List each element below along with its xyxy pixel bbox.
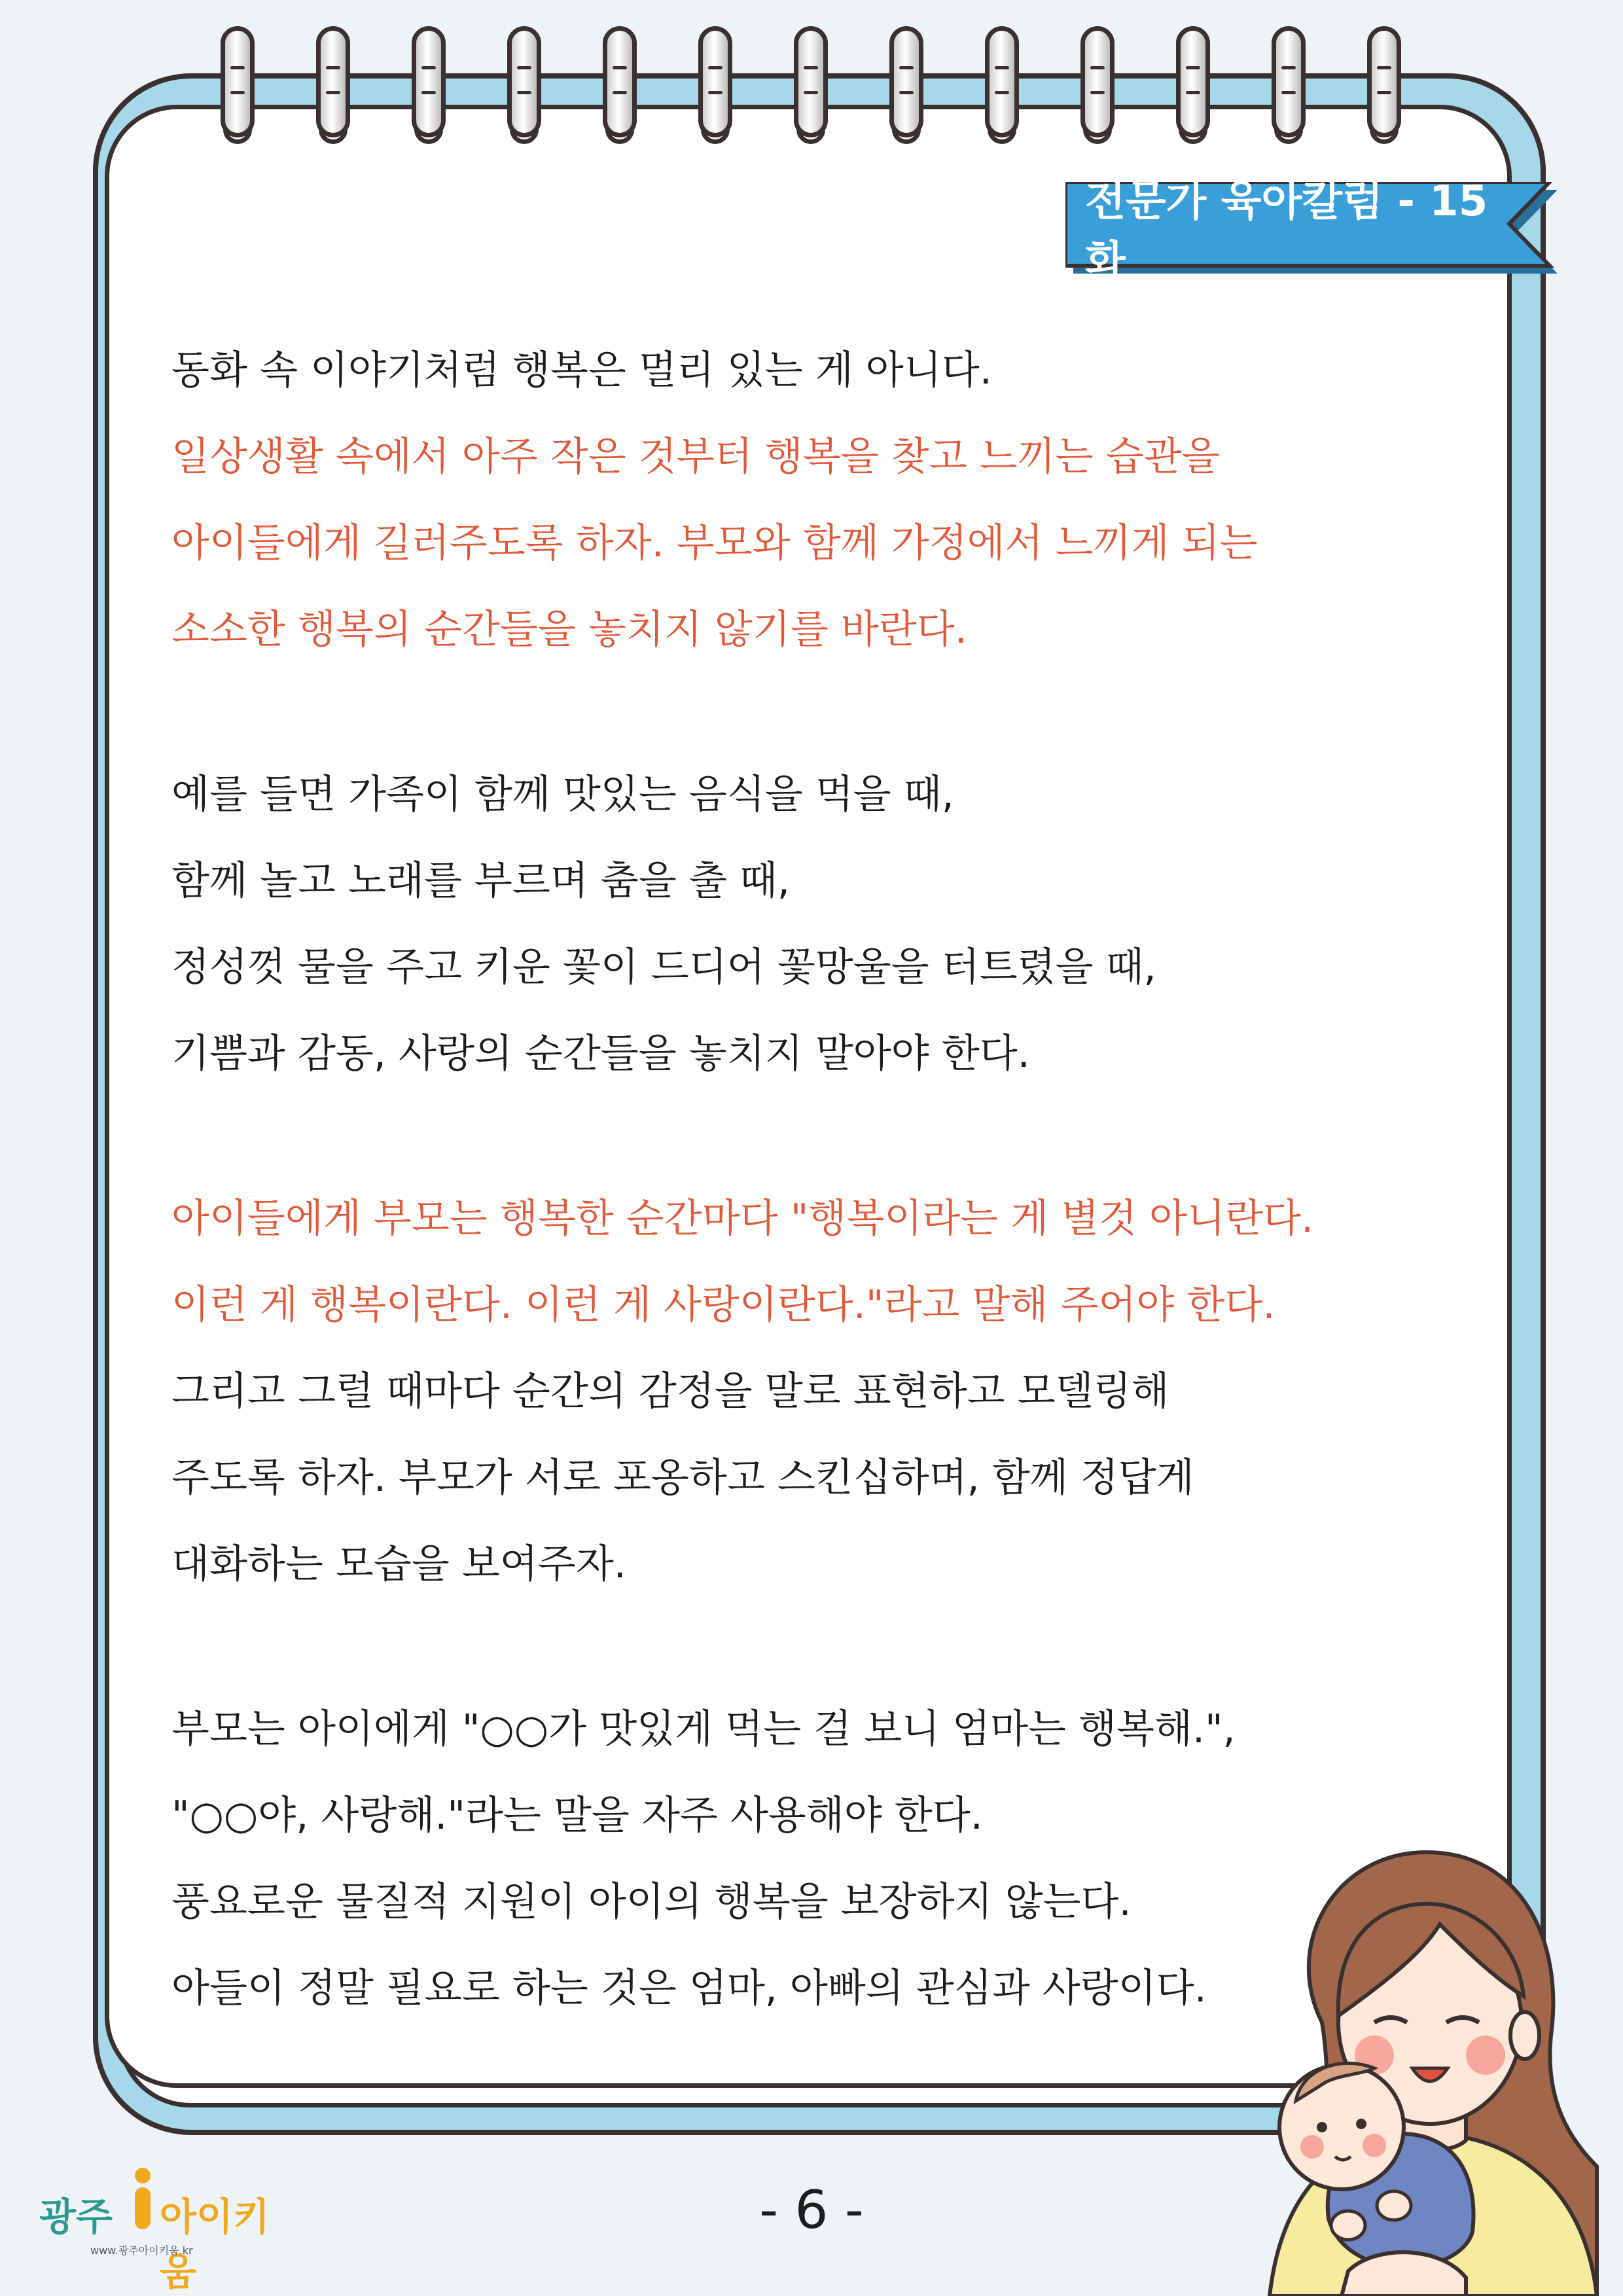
spiral-ring-icon — [889, 26, 923, 137]
text-line-highlight: 일상생활 속에서 아주 작은 것부터 행복을 찾고 느끼는 습관을 — [171, 434, 1220, 480]
spiral-ring-icon — [603, 26, 637, 137]
spiral-ring-icon — [698, 26, 732, 137]
spiral-ring-icon — [794, 26, 828, 137]
text-line: 부모는 아이에게 "○○가 맛있게 먹는 걸 보니 엄마는 행복해.", — [171, 1706, 1236, 1752]
spiral-ring-icon — [1367, 26, 1401, 137]
column-title: 전문가 육아칼럼 - 15화 — [1085, 177, 1488, 286]
text-line: 정성껏 물을 주고 키운 꽃이 드디어 꽃망울을 터트렸을 때, — [171, 944, 1156, 990]
paragraph — [171, 751, 1448, 1097]
spiral-binding — [0, 0, 1623, 170]
spiral-ring-icon — [412, 26, 446, 137]
mother-baby-illustration — [1243, 1826, 1610, 2296]
text-line: 그리고 그럴 때마다 순간의 감정을 말로 표현하고 모델링해 — [171, 1369, 1169, 1414]
spiral-ring-icon — [1080, 26, 1115, 137]
paragraph — [171, 327, 1448, 673]
text-line: 기쁨과 감동, 사랑의 순간들을 놓치지 말아야 한다. — [171, 1031, 1030, 1077]
logo — [39, 2160, 275, 2294]
text-line-highlight: 이런 게 행복이란다. 이런 게 사랑이란다."라고 말해 주어야 한다. — [171, 1282, 1275, 1328]
spiral-ring-icon — [1272, 26, 1306, 137]
paragraph — [171, 1175, 1448, 1607]
article-body — [171, 327, 1448, 2032]
logo-text-region: 광주 — [39, 2195, 113, 2239]
text-line: 대화하는 모습을 보여주자. — [171, 1541, 626, 1587]
text-line: 주도록 하자. 부모가 서로 포옹하고 스킨십하며, 함께 정답게 — [171, 1455, 1194, 1501]
logo-person-icon — [130, 2166, 156, 2232]
text-line: 함께 놀고 노래를 부르며 춤을 출 때, — [171, 858, 790, 904]
text-line: 예를 들면 가족이 함께 맛있는 음식을 먹을 때, — [171, 772, 954, 817]
text-line: "○○야, 사랑해."라는 말을 자주 사용해야 한다. — [171, 1793, 983, 1839]
logo-text-name: 아이키움 — [160, 2195, 270, 2294]
text-line: 풍요로운 물질적 지원이 아이의 행복을 보장하지 않는다. — [171, 1879, 1132, 1925]
spiral-ring-icon — [221, 26, 255, 137]
spiral-ring-icon — [1176, 26, 1210, 137]
text-line-highlight: 아이들에게 부모는 행복한 순간마다 "행복이라는 게 별것 아니란다. — [171, 1196, 1314, 1242]
text-line: 아들이 정말 필요로 하는 것은 엄마, 아빠의 관심과 사랑이다. — [171, 1965, 1207, 2011]
page-number: - 6 - — [759, 2179, 864, 2240]
text-line: 동화 속 이야기처럼 행복은 멀리 있는 게 아니다. — [171, 348, 992, 393]
text-line-highlight: 아이들에게 길러주도록 하자. 부모와 함께 가정에서 느끼게 되는 — [171, 520, 1258, 566]
text-line-highlight: 소소한 행복의 순간들을 놓치지 않기를 바란다. — [171, 607, 967, 653]
spiral-ring-icon — [507, 26, 541, 137]
spiral-ring-icon — [985, 26, 1019, 137]
spiral-ring-icon — [316, 26, 350, 137]
column-title-ribbon — [1065, 177, 1563, 286]
logo-url: www.광주아이키움.kr — [90, 2244, 193, 2257]
